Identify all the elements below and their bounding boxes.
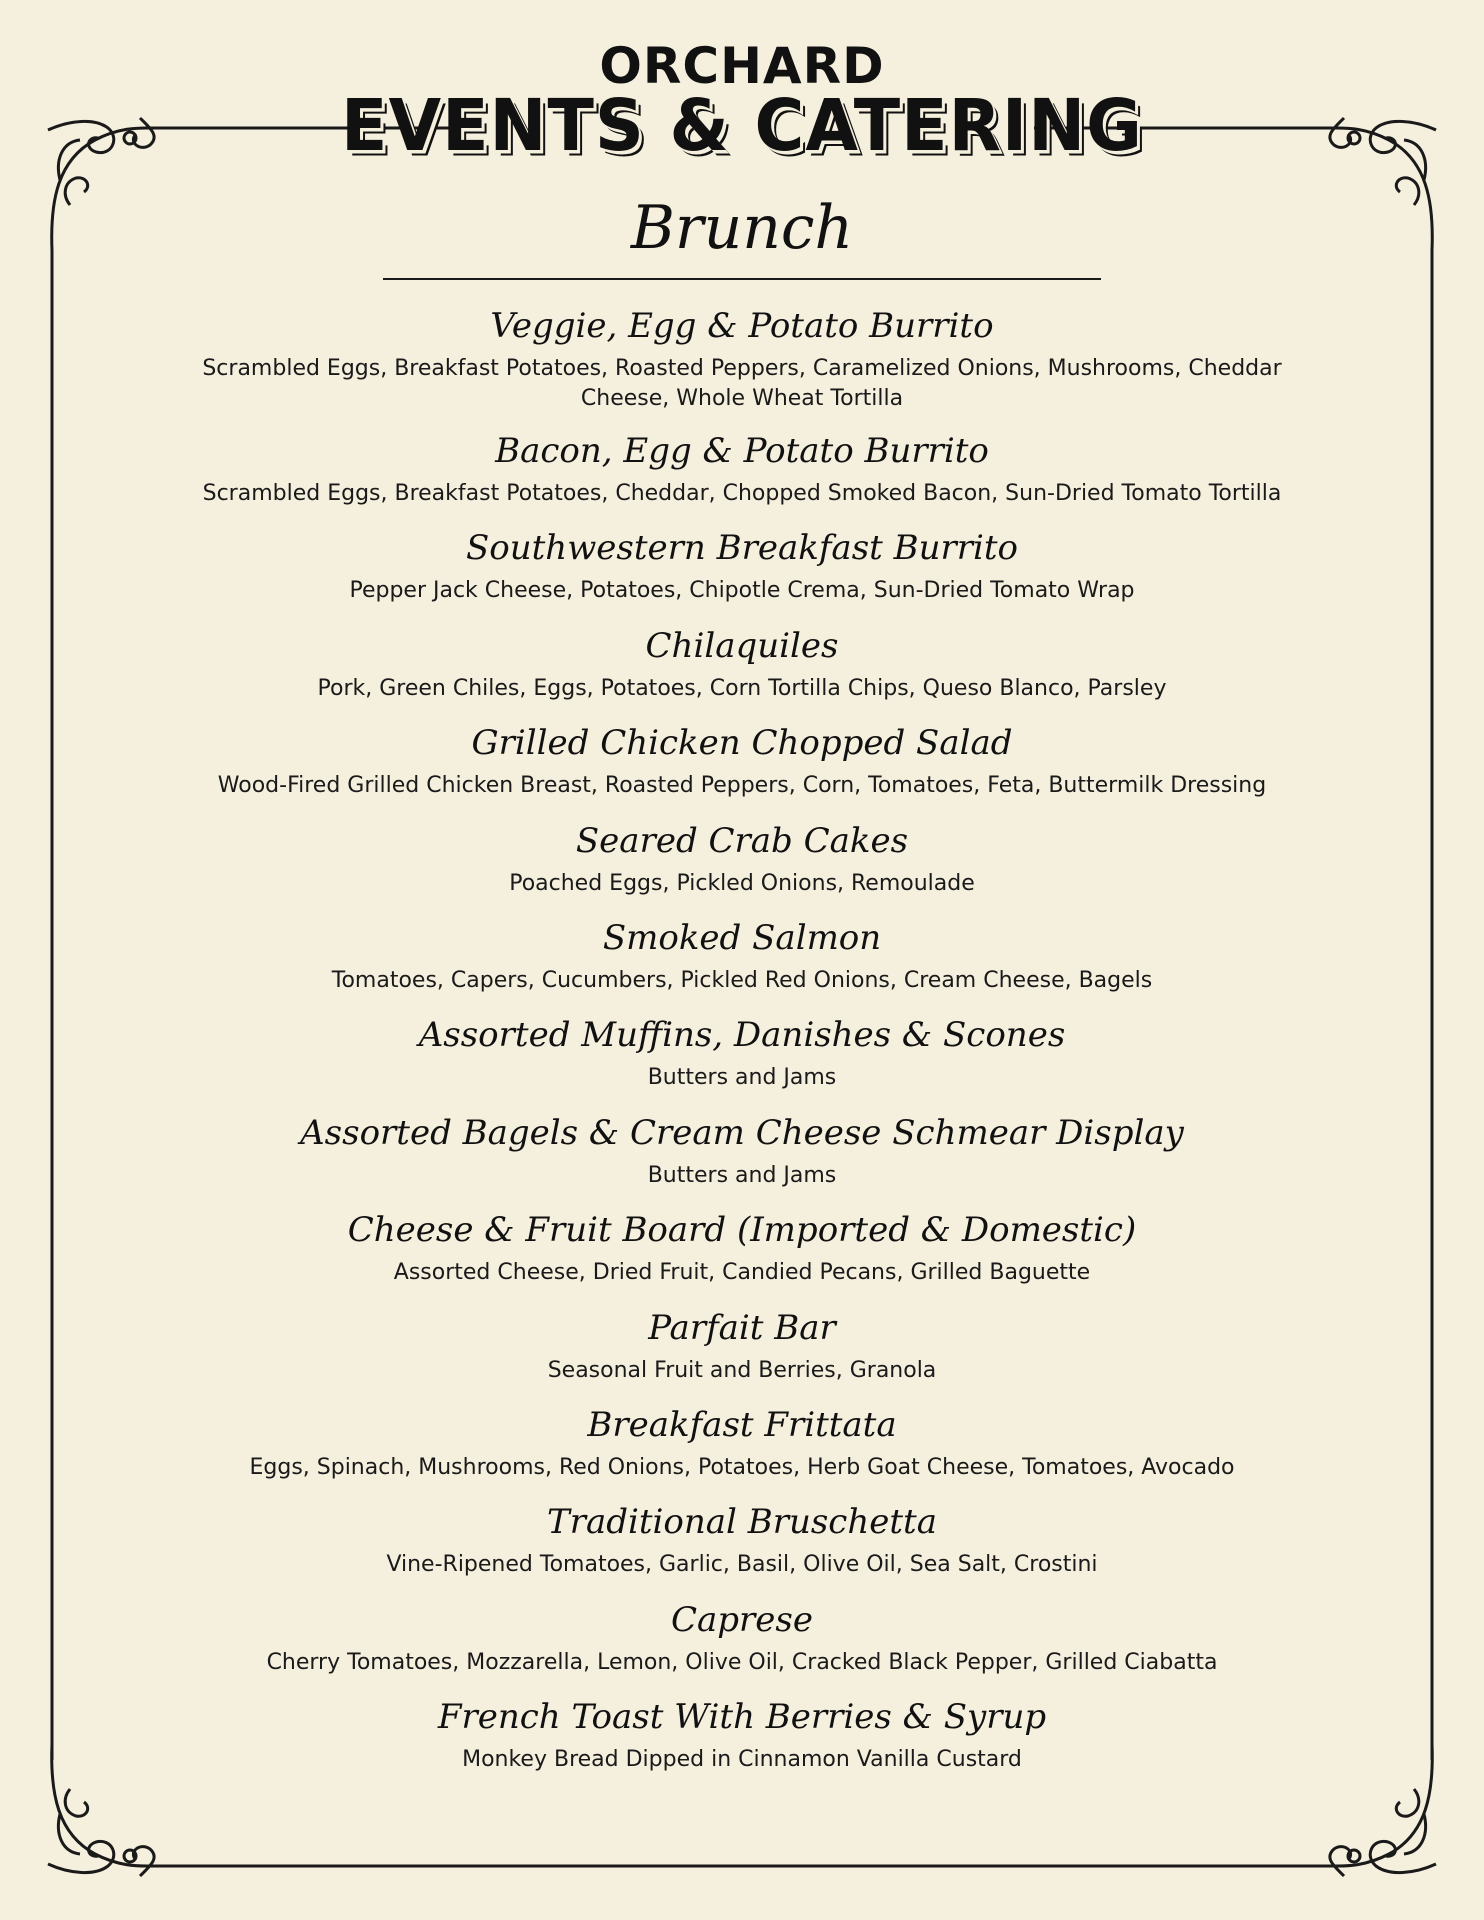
menu-item (120, 298, 1364, 423)
menu-item-title: Seared Crab Cakes (575, 820, 909, 861)
menu-item-title: Grilled Chicken Chopped Salad (471, 723, 1013, 764)
menu-item (120, 520, 1364, 617)
menu-item-description: Seasonal Fruit and Berries, Granola (547, 1357, 937, 1383)
menu-item (120, 1689, 1364, 1786)
menu-item-title: Parfait Bar (648, 1307, 836, 1348)
brand-logo (0, 37, 1484, 168)
menu-item (120, 1202, 1364, 1299)
menu-item-title: Caprese (671, 1599, 813, 1640)
menu-item (120, 910, 1364, 1007)
menu-item-description: Tomatoes, Capers, Cucumbers, Pickled Red Onions, Cream Cheese, Bagels (331, 967, 1153, 993)
menu-item-description: Eggs, Spinach, Mushrooms, Red Onions, Potatoes, Herb Goat Cheese, Tomatoes, Avocado (249, 1454, 1235, 1480)
menu-item-description: Butters and Jams (647, 1162, 837, 1188)
menu-list (120, 298, 1364, 1786)
menu-item-title: Assorted Muffins, Danishes & Scones (418, 1015, 1066, 1056)
menu-item-title: Veggie, Egg & Potato Burrito (490, 306, 994, 346)
menu-item-title: Traditional Bruschetta (547, 1502, 937, 1543)
menu-item (120, 1397, 1364, 1494)
logo-line-orchard: ORCHARD (599, 37, 885, 95)
menu-item (120, 618, 1364, 715)
menu-item (120, 1494, 1364, 1591)
menu-item-title: Assorted Bagels & Cream Cheese Schmear Display (300, 1112, 1184, 1153)
section-title: Brunch (630, 193, 854, 263)
menu-item-description: Wood-Fired Grilled Chicken Breast, Roasted Peppers, Corn, Tomatoes, Feta, Buttermilk Dressing (217, 773, 1267, 799)
menu-item-title: Smoked Salmon (602, 917, 882, 958)
menu-item-title: Cheese & Fruit Board (Imported & Domestic) (347, 1210, 1137, 1251)
menu-item (120, 1592, 1364, 1689)
menu-item-description: Scrambled Eggs, Breakfast Potatoes, Roasted Peppers, Caramelized Onions, Mushrooms, Cheddar Cheese, Whole Wheat Tortilla (202, 356, 1282, 411)
logo-line-events-catering: EVENTS & CATERING (341, 85, 1143, 168)
menu-item-description: Pepper Jack Cheese, Potatoes, Chipotle Crema, Sun-Dried Tomato Wrap (349, 578, 1135, 604)
menu-item-description: Pork, Green Chiles, Eggs, Potatoes, Corn Tortilla Chips, Queso Blanco, Parsley (317, 675, 1167, 701)
menu-item-description: Butters and Jams (647, 1065, 837, 1091)
menu-item (120, 423, 1364, 520)
menu-item (120, 1105, 1364, 1202)
menu-item-description: Assorted Cheese, Dried Fruit, Candied Pecans, Grilled Baguette (393, 1260, 1091, 1286)
menu-item (120, 1300, 1364, 1397)
menu-item (120, 715, 1364, 812)
menu-item-title: French Toast With Berries & Syrup (437, 1697, 1047, 1738)
menu-item-title: Breakfast Frittata (587, 1404, 897, 1445)
menu-item-description: Cherry Tomatoes, Mozzarella, Lemon, Olive Oil, Cracked Black Pepper, Grilled Ciabatta (266, 1649, 1218, 1675)
menu-item-description: Poached Eggs, Pickled Onions, Remoulade (509, 870, 975, 896)
menu-item (120, 813, 1364, 910)
menu-item-title: Bacon, Egg & Potato Burrito (495, 431, 989, 471)
menu-item-description: Monkey Bread Dipped in Cinnamon Vanilla Custard (462, 1747, 1022, 1773)
menu-item-description: Scrambled Eggs, Breakfast Potatoes, Cheddar, Chopped Smoked Bacon, Sun-Dried Tomato Tortilla (202, 481, 1282, 506)
menu-item-description: Vine-Ripened Tomatoes, Garlic, Basil, Olive Oil, Sea Salt, Crostini (386, 1552, 1098, 1578)
menu-item-title: Chilaquiles (645, 625, 839, 666)
menu-item-title: Southwestern Breakfast Burrito (465, 528, 1019, 569)
menu-item (120, 1007, 1364, 1104)
title-divider (383, 278, 1101, 280)
